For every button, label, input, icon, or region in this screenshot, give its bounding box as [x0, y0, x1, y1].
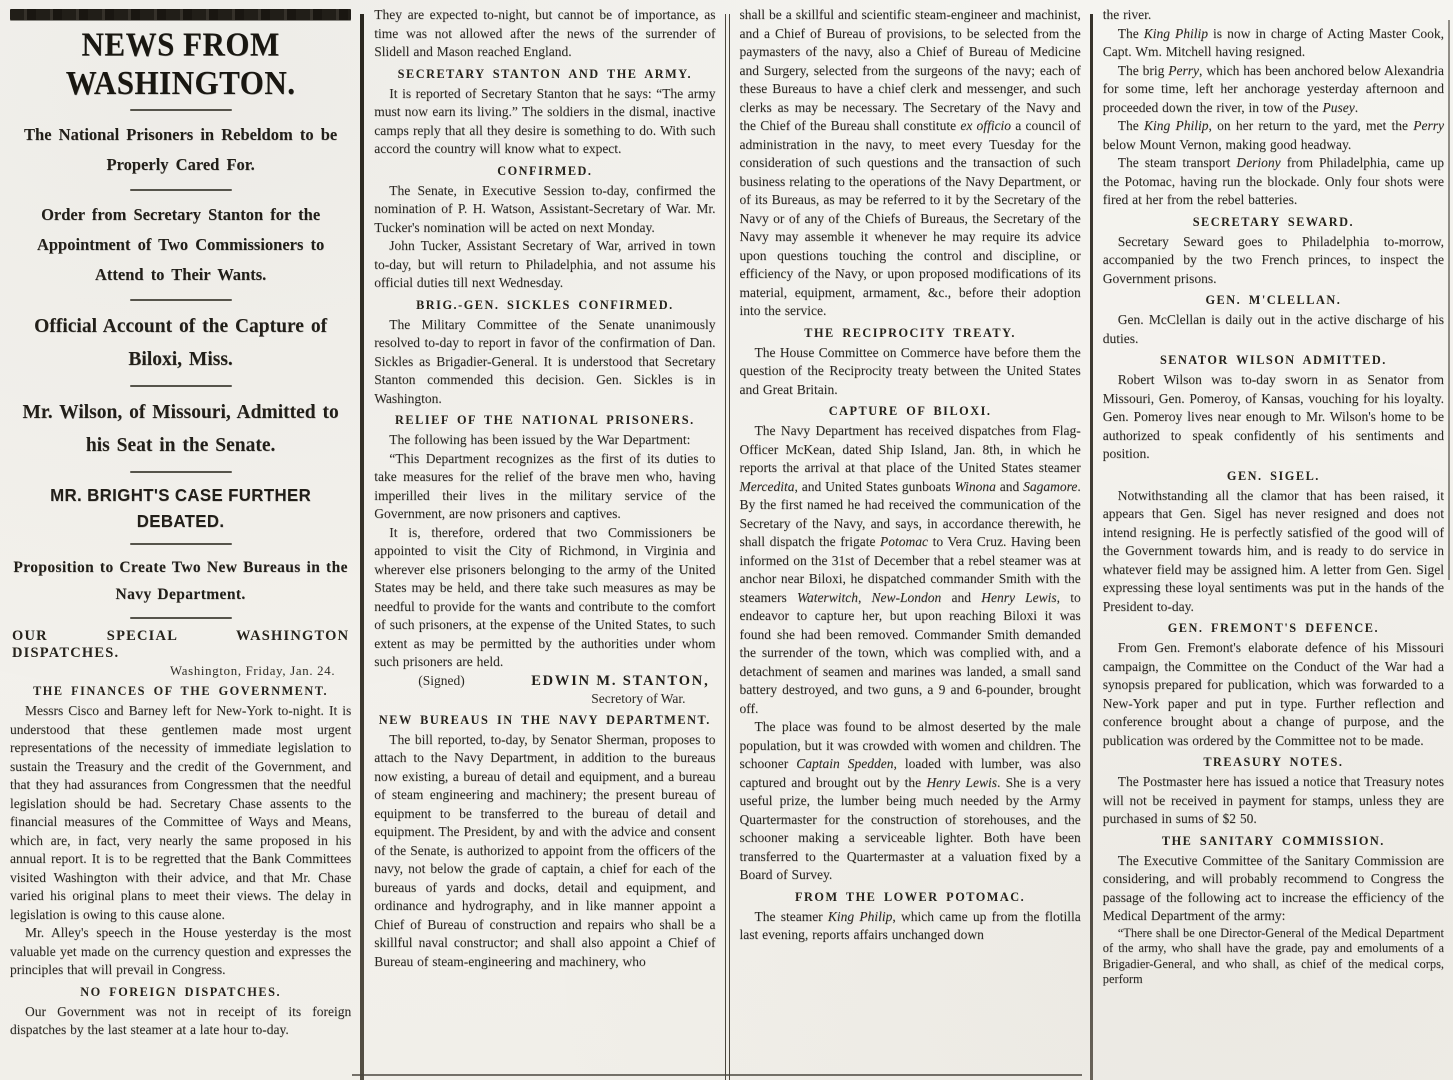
signature-name: EDWIN M. STANTON, — [531, 672, 710, 689]
column-3 — [730, 0, 1090, 1080]
body-paragraph: From Gen. Fremont's elaborate defence of his Missouri campaign, the Committee on the Conduct of the War had a synopsis prepared for publication, which was forwarded to a New-York paper and put in type. Further reflection and conference brought about a change of purpose, and the publication was ordered by the Committee not to be made. — [1102, 640, 1444, 748]
body-paragraph: The Navy Department has received dispatches from Flag-Officer McKean, dated Ship Island, Jan. 8th, in which he reports the arrival at that place of the United States steamer Mercedita, and United States gunboats Winona and Sagamore. By the first named he had received the communication of the Secretary of the Navy, and says, in accordance therewith, he shall dispatch the frigate Potomac to Vera Cruz. Having been informed on the 31st of December that a rebel steamer was at anchor near Biloxi, he dispatched commander Smith with the steamers Waterwitch, New-London and Henry Lewis, to endeavor to capture her, but upon reaching Biloxi it was found she had been removed. Commander Smith demanded the surrender of the town, which was complied with, and a detachment of seamen and marines was landed, a small sand battery destroyed, and two guns, a 9 and 6-pounder, brought off. — [739, 423, 1081, 716]
body-paragraph: The Senate, in Executive Session to-day, confirmed the nomination of P. H. Watson, Assistant-Secretary of War. Mr. Tucker's nomination will be acted on next Monday. — [374, 182, 716, 235]
body-paragraph: “There shall be one Director-General of the Medical Department of the army, who shall have the grade, pay and emoluments of a Brigadier-General, and who shall, as chief of the medical corps, perform — [1102, 925, 1444, 987]
section-header: GEN. FREMONT'S DEFENCE. — [1167, 621, 1380, 635]
body-paragraph: Robert Wilson was to-day sworn in as Senator from Missouri, Gen. Pomeroy, of Kansas, vouching for his loyalty. Gen. Pomeroy lives near enough to Mr. Wilson's home to be authorized to speak confidently of his sentiments and position. — [1102, 372, 1444, 461]
section-header: BRIG.-GEN. SICKLES CONFIRMED. — [416, 297, 674, 312]
body-paragraph: Messrs Cisco and Barney left for New-York to-night. It is understood that these gentlemen made most urgent representations of the necessity of immediate legislation to sustain the Treasury and the credit of the Government, and that they had assurances from Congressmen that the needful legislation should be had. Secretary Chase assents to the financial measures of the Committee of Ways and Means, which are, in fact, very nearly the same proposed in his annual report. It is to be regretted that the Bank Committees visited Washington with their advice, and that Mr. Chase varied his original plans to meet their views. The delay in legislation is owing to this cause alone. — [10, 703, 352, 922]
body-paragraph: It is, therefore, ordered that two Commissioners be appointed to visit the City of Richmond, in Virginia and wherever else prisoners belonging to the army of the United States may be held, and there take such measures as may be needful to provide for the wants and contribute to the comfort of such prisoners, at the expense of the United States, to such extent as may be permitted by the authorities under whom such prisoners are held. — [374, 524, 716, 669]
headline-rule — [130, 471, 232, 473]
headline: NEWS FROM WASHINGTON. — [65, 25, 296, 102]
body-paragraph: the river. — [1102, 7, 1152, 22]
section-header: TREASURY NOTES. — [1203, 755, 1344, 769]
headline-rule — [130, 109, 232, 111]
body-paragraph: Mr. Alley's speech in the House yesterday is the most valuable yet made on the currency question and expresses the principles that will prevail in Congress. — [10, 925, 352, 977]
subheadline: Proposition to Create Two New Bureaus in the Navy Department. — [13, 559, 348, 603]
signed-label: (Signed) — [418, 672, 465, 688]
column-2 — [364, 0, 724, 1080]
body-paragraph: Notwithstanding all the clamor that has been raised, it appears that Gen. Sigel has never resigned and does not intend resigning. He is perfectly satisfied of the good will of the Government towards him, and is ready to do service in whatever field may be assigned him. A letter from Gen. Sigel expressing these loyal sentiments was put in the hands of the President to-day. — [1102, 487, 1444, 614]
section-header: FROM THE LOWER POTOMAC. — [795, 889, 1026, 904]
section-header: NEW BUREAUS IN THE NAVY DEPARTMENT. — [378, 712, 711, 727]
body-paragraph: Secretary Seward goes to Philadelphia to-morrow, accompanied by the two French princes, to inspect the Government prisons. — [1102, 233, 1444, 286]
body-paragraph: The King Philip, on her return to the yard, met the Perry below Mount Vernon, making good headway. — [1102, 118, 1444, 152]
body-paragraph: The brig Perry, which has been anchored below Alexandria for some time, left her anchorage yesterday afternoon and proceeded down the river, in tow of the Pusey. — [1102, 62, 1444, 115]
body-paragraph: The King Philip is now in charge of Acting Master Cook, Capt. Wm. Mitchell having resigned. — [1102, 25, 1445, 59]
subheadline: Order from Secretary Stanton for the Appointment of Two Commissioners to Attend to Their Wants. — [36, 205, 325, 284]
dispatches-byline: OUR SPECIAL WASHINGTON DISPATCHES. — [12, 628, 350, 661]
section-header: GEN. SIGEL. — [1226, 468, 1320, 483]
body-paragraph: The place was found to be almost deserted by the male population, but it was crowded with women and children. The schooner Captain Spedden, loaded with lumber, was also captured and brought out by the Henry Lewis. She is a very useful prize, the lumber being much needed by the Army Quartermaster for the construction of storehouses, and the schooner making a serviceable lighter. Both have been transferred to the Quartermaster at a valuation fixed by a Board of Survey. — [739, 719, 1081, 882]
body-paragraph: shall be a skillful and scientific steam-engineer and machinist, and a Chief of Bureau of provisions, to be selected from the paymasters of the navy, also a Chief of Bureau of Medicine and Surgery, selected from the surgeons of the navy; each of these Bureaus to have a chief clerk and messenger, and such clerks as may be necessary. The Secretary of the Navy and the Chief of the Bureau shall constitute ex officio a council of administration in the navy, to meet every Tuesday for the consideration of such questions and the transaction of such business relating to the operations of the Navy Department, or of its Bureaus, as may be referred to it by the Secretary of the Navy or of any of the Chiefs of Bureaus, the Secretary of the Navy may assemble it whenever he may require its advice upon questions touching the control and discipline, or efficiency of the Navy, or upon proposed modifications of its material, equipment, armament, &c., before their adoption into the service. — [739, 7, 1081, 318]
section-header: NO FOREIGN DISPATCHES. — [80, 984, 282, 999]
section-header: RELIEF OF THE NATIONAL PRISONERS. — [395, 413, 695, 427]
body-paragraph: The steam transport Deriony from Philadelphia, came up the Potomac, having run the blockade. Only four shots were fired at her from the rebel batteries. — [1102, 155, 1444, 207]
signature-title: Secretory of War. — [591, 690, 686, 706]
body-paragraph: The bill reported, to-day, by Senator Sherman, proposes to attach to the Navy Department, in addition to the bureaus now existing, a bureau of detail and equipment, and a bureau of steam engineering and machinery; the present bureau of equipment to be transferred to the bureau of detail and equipment. The President, by and with the advice and consent of the Senate, is authorized to appoint from the officers of the navy, not below the grade of captain, a chief for each of the bureaus of yards and docks, detail and equipment, and ordinance and hydrography, and in like manner appoint a Chief of Bureau of construction and repairs who shall be a skillful naval constructor; and shall also appoint a Chief of Bureau of steam-engineering and machinery, who — [374, 731, 716, 969]
body-paragraph: Our Government was not in receipt of its foreign dispatches by the last steamer at a late hour to-day. — [10, 1003, 352, 1037]
body-paragraph: John Tucker, Assistant Secretary of War, arrived in town to-day, but will return to Philadelphia, and not assume his official duties till next Wednesday. — [374, 238, 716, 290]
body-paragraph: The steamer King Philip, which came up from the flotilla last evening, reports affairs unchanged down — [739, 908, 1081, 942]
section-header: SENATOR WILSON ADMITTED. — [1159, 353, 1387, 367]
body-paragraph: The following has been issued by the War Department: — [389, 432, 691, 447]
section-header: SECRETARY SEWARD. — [1192, 214, 1355, 229]
body-paragraph: Gen. McClellan is daily out in the active discharge of his duties. — [1102, 312, 1444, 346]
column-4 — [1093, 0, 1453, 1080]
body-paragraph: It is reported of Secretary Stanton that he says: “The army must now earn its living.” The soldiers in the dismal, inactive camps reply that all they desire is something to do. With such accord the country will know what to expect. — [374, 85, 716, 156]
headline-rule — [130, 543, 232, 545]
headline-rule — [130, 299, 232, 301]
body-paragraph: The House Committee on Commerce have before them the question of the Reciprocity treaty between the United States and Great Britain. — [739, 344, 1081, 397]
body-paragraph: The Postmaster here has issued a notice that Treasury notes will not be received in payment for stamps, unless they are purchased in sums of $2 50. — [1102, 774, 1444, 826]
page-edge-bottom-line — [352, 1074, 1082, 1076]
subheadline: Official Account of the Capture of Biloxi, Miss. — [34, 316, 328, 370]
headline-rule — [130, 385, 232, 387]
headline-rule — [130, 617, 232, 619]
section-header: THE SANITARY COMMISSION. — [1161, 833, 1385, 848]
dateline: Washington, Friday, Jan. 24. — [170, 664, 336, 678]
section-header: CAPTURE OF BILOXI. — [828, 404, 992, 418]
column-1 — [0, 0, 360, 1080]
body-paragraph: “This Department recognizes as the first of its duties to take measures for the relief of the brave men who, having imperilled their lives in the military service of the Government, are now prisoners and captives. — [374, 450, 716, 521]
section-header: GEN. M'CLELLAN. — [1205, 293, 1342, 307]
headline-rule — [130, 189, 232, 191]
body-paragraph: The Executive Committee of the Sanitary Commission are considering, and will probably recommend to Congress the passage of the following act to increase the efficiency of the Medical Department of the army: — [1102, 852, 1444, 923]
subheadline: The National Prisoners in Rebeldom to be Properly Cared For. — [24, 125, 338, 174]
subheadline: Mr. Wilson, of Missouri, Admitted to his Seat in the Senate. — [22, 402, 339, 456]
body-paragraph: They are expected to-night, but cannot be of importance, as time was not allowed after the news of the surrender of Slidell and Mason reached England. — [374, 7, 716, 59]
section-header: THE FINANCES OF THE GOVERNMENT. — [33, 684, 329, 698]
page-edge-right-line — [1448, 20, 1450, 580]
section-header: THE RECIPROCITY TREATY. — [804, 325, 1016, 340]
section-header: CONFIRMED. — [497, 163, 593, 178]
scan-edge-bar — [10, 9, 351, 20]
section-header: SECRETARY STANTON AND THE ARMY. — [397, 66, 693, 81]
body-paragraph: The Military Committee of the Senate unanimously resolved to-day to report in favor of the confirmation of Dan. Sickles as Brigadier-General. It is understood that Secretary Stanton commended this decision. Gen. Sickles is in Washington. — [374, 316, 716, 406]
signature-row — [374, 672, 715, 690]
subheadline: MR. BRIGHT'S CASE FURTHER DEBATED. — [50, 485, 312, 531]
